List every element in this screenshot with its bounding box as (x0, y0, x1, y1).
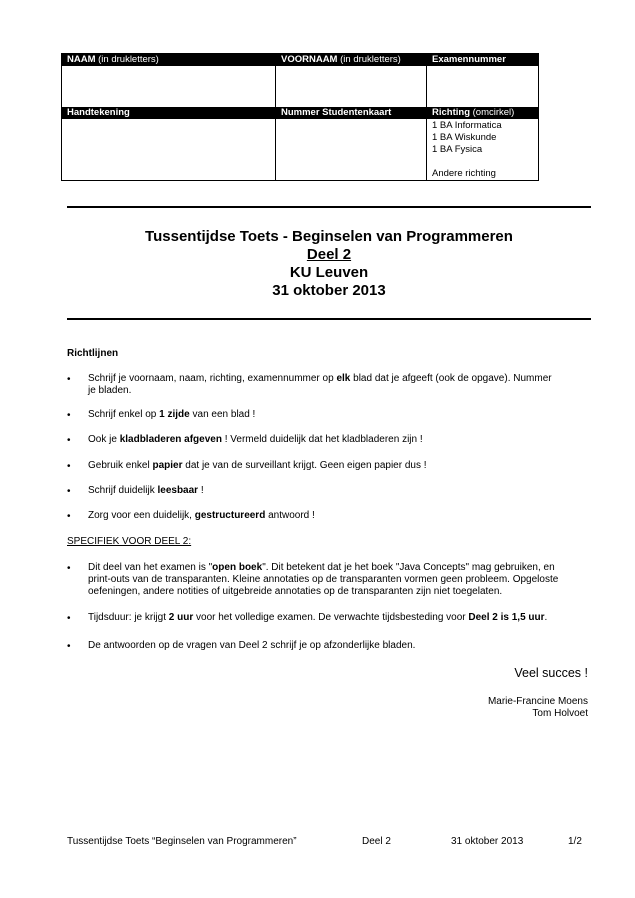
author: Marie-Francine Moens (487, 696, 588, 707)
richting-header: Richting (omcirkel) (427, 107, 538, 119)
guideline-item: Ook je kladbladeren afgeven ! Vermeld duidelijk dat het kladbladeren zijn ! (88, 434, 423, 445)
bullet: • (67, 461, 71, 472)
richting-option: 1 BA Fysica (432, 144, 483, 155)
student-info-form (61, 53, 539, 181)
naam-header: NAAM (in drukletters) (62, 54, 275, 66)
specific-item: De antwoorden op de vragen van Deel 2 schrijf je op afzonderlijke bladen. (88, 640, 416, 651)
bullet: • (67, 511, 71, 522)
form-column-examennummer (426, 54, 538, 180)
bullet: • (67, 374, 71, 385)
richting-option: 1 BA Wiskunde (432, 132, 497, 143)
bullet: • (67, 641, 71, 652)
closing-wish: Veel succes ! (514, 666, 588, 680)
guideline-item: Schrijf duidelijk leesbaar ! (88, 485, 204, 496)
studentenkaart-header: Nummer Studentenkaart (276, 107, 427, 119)
footer-date: 31 oktober 2013 (451, 836, 524, 847)
footer-course: Tussentijdse Toets “Beginselen van Programmeren” (67, 836, 297, 847)
guidelines-heading: Richtlijnen (67, 348, 119, 359)
richting-option: 1 BA Informatica (432, 120, 502, 131)
bullet: • (67, 410, 71, 421)
bullet: • (67, 563, 71, 574)
title-bottom-rule (67, 318, 591, 320)
title-block (67, 228, 591, 300)
handtekening-header: Handtekening (62, 107, 275, 119)
guideline-item: Gebruik enkel papier dat je van de surveillant krijgt. Geen eigen papier dus ! (88, 460, 427, 471)
bullet: • (67, 613, 71, 624)
form-column-naam (62, 54, 275, 180)
bullet: • (67, 486, 71, 497)
bullet: • (67, 435, 71, 446)
form-column-voornaam (275, 54, 427, 180)
specific-item: Tijdsduur: je krijgt 2 uur voor het volledige examen. De verwachte tijdsbesteding voor Deel 2 is 1,5 uur. (88, 612, 548, 623)
guideline-item: Schrijf enkel op 1 zijde van een blad ! (88, 409, 256, 420)
footer-part: Deel 2 (362, 836, 391, 847)
guideline-item: Zorg voor een duidelijk, gestructureerd antwoord ! (88, 510, 315, 521)
specific-item: Dit deel van het examen is "open boek". Dit betekent dat je het boek "Java Concepts" mag gebruiken, en print-outs van de transparanten. Kleine annotaties op de transparanten vormen geen probleem. Opgeloste oefeningen, andere notities of uitgebreide annotaties op de transparanten zijn niet toegelaten. (88, 562, 559, 597)
guideline-item: Schrijf je voornaam, naam, richting, examennummer op elk blad dat je afgeeft (ook de opgave). Nummer je bladen. (88, 373, 552, 396)
specific-heading: SPECIFIEK VOOR DEEL 2: (67, 536, 192, 547)
examennummer-header: Examennummer (427, 54, 538, 66)
exam-date: 31 oktober 2013 (272, 282, 386, 299)
richting-option-other: Andere richting (432, 168, 496, 179)
richting-options (432, 120, 502, 180)
university: KU Leuven (289, 264, 369, 281)
title-top-rule (67, 206, 591, 208)
exam-part: Deel 2 (306, 246, 352, 263)
exam-title: Tussentijdse Toets - Beginselen van Programmeren (145, 228, 513, 245)
footer-page-number: 1/2 (568, 836, 582, 847)
author: Tom Holvoet (532, 708, 588, 719)
voornaam-header: VOORNAAM (in drukletters) (276, 54, 427, 66)
